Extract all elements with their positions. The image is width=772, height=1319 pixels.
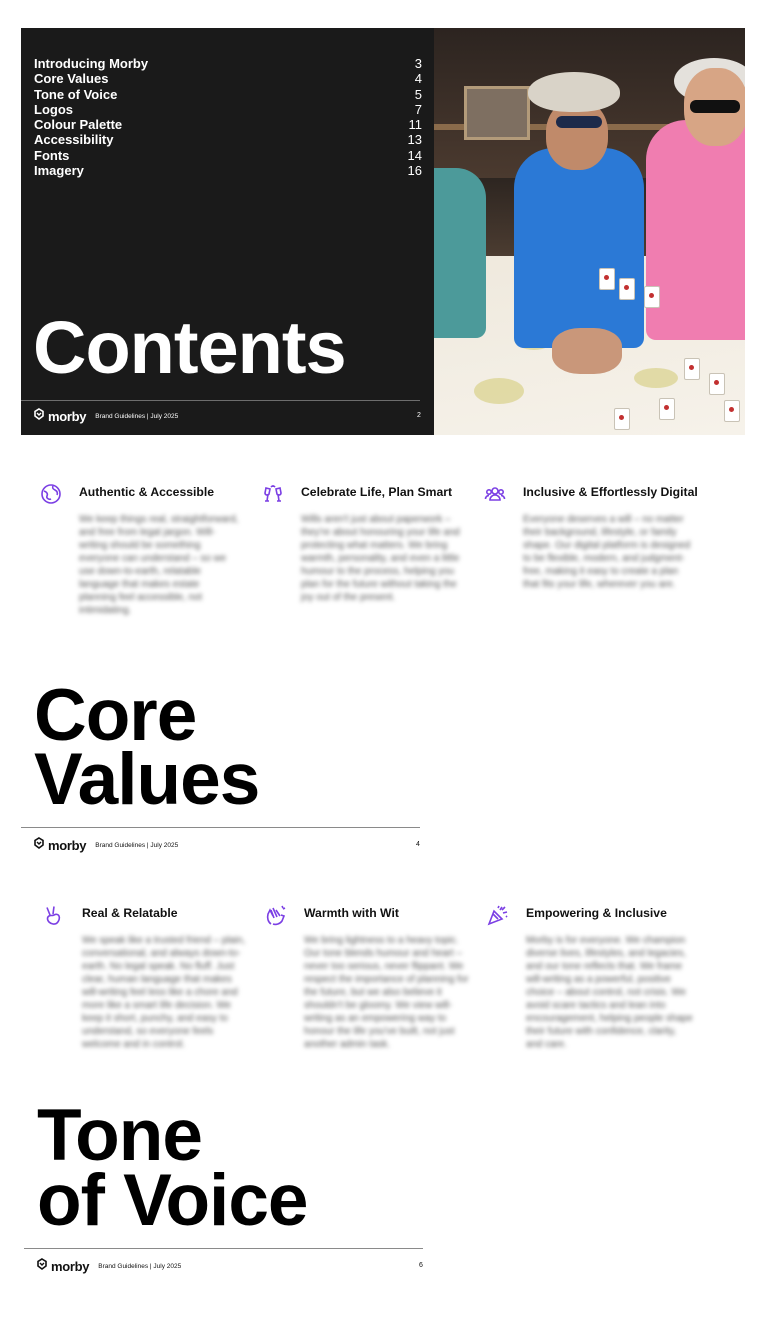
divider: [21, 827, 420, 828]
section-title-line1: Core: [34, 675, 197, 756]
value-body: We keep things real, straightforward, and free from legal jargon. Will-writing should be something everyone can understand – so we use down-to-earth, relatable language that makes estate planning feel accessible, not intimidating.: [79, 514, 239, 616]
contents-slide: [21, 28, 745, 435]
table-of-contents: [34, 56, 422, 178]
section-title-line2: of Voice: [37, 1160, 308, 1241]
slide-footer: [33, 408, 421, 424]
toc-item[interactable]: Imagery 16: [34, 163, 422, 179]
divider: [24, 1248, 423, 1249]
tone-heading: Real & Relatable: [82, 906, 178, 920]
page-number: 6: [419, 1262, 423, 1269]
value-body: Everyone deserves a will – no matter their background, lifestyle, or family shape. Our digital platform is designed to be flexible, modern, and judgment-free, making it easy to create a plan that fits your life, wherever you are.: [523, 514, 691, 590]
tone-heading: Warmth with Wit: [304, 906, 399, 920]
brand-name: morby: [51, 1258, 90, 1274]
party-popper-icon: [487, 904, 509, 926]
footer-meta: Brand Guidelines | July 2025: [95, 412, 179, 420]
toc-item[interactable]: Introducing Morby 3: [34, 56, 422, 71]
value-heading: Celebrate Life, Plan Smart: [301, 485, 453, 499]
page-number: 2: [417, 412, 421, 419]
value-body: Wills aren't just about paperwork – they're about honouring your life and protecting what matters. We bring warmth, personality, and even a little humour to the process, helping you plan for the future without taking the joy out of the present.: [301, 514, 460, 603]
tone-body: We bring lightness to a heavy topic. Our tone blends humour and heart – never too serious, never flippant. We respect the importance of planning for the future, but we also believe it shouldn't be gloomy. We view will-writing as an empowering way to honour the life you've built, not just another admin task.: [304, 935, 469, 1050]
toc-item[interactable]: Accessibility 13: [34, 132, 422, 148]
footer-meta: Brand Guidelines | July 2025: [98, 1262, 182, 1270]
morby-logo-icon: [36, 1257, 48, 1275]
brand-name: morby: [48, 837, 87, 853]
slide-footer: [33, 837, 420, 853]
toc-item[interactable]: Colour Palette 11: [34, 117, 422, 133]
peace-hand-icon: [43, 904, 65, 926]
toc-item[interactable]: Fonts 14: [34, 147, 422, 163]
toc-item[interactable]: Tone of Voice 5: [34, 86, 422, 102]
toc-item[interactable]: Core Values 4: [34, 71, 422, 87]
clapping-hands-icon: [265, 904, 287, 926]
tone-body: Morby is for everyone. We champion diverse lives, lifestyles, and legacies, and our tone reflects that. We frame will-writing as a powerful, positive choice – about control, not crisis. We avoid scare tactics and lean into encouragement, helping people shape their future with confidence, clarity, and care.: [526, 935, 693, 1050]
value-heading: Authentic & Accessible: [79, 485, 215, 499]
footer-meta: Brand Guidelines | July 2025: [95, 841, 179, 849]
tone-heading: Empowering & Inclusive: [526, 906, 667, 920]
value-heading: Inclusive & Effortlessly Digital: [523, 485, 698, 499]
brand-name: morby: [48, 408, 87, 424]
champagne-glasses-icon: [262, 483, 284, 505]
toc-item[interactable]: Logos 7: [34, 101, 422, 117]
people-group-icon: [484, 483, 506, 505]
cover-photo: [434, 28, 745, 435]
tone-body: We speak like a trusted friend – plain, conversational, and always down-to-earth. No legal speak. No fluff. Just clear, human language that makes will-writing feel less like a chore and more like a smart life decision. We keep it short, punchy, and easy to understand, so everyone feels welcome and in control.: [82, 935, 246, 1050]
slide-footer: [36, 1258, 423, 1274]
section-title-line2: Values: [34, 739, 260, 820]
page-number: 4: [416, 841, 420, 848]
contents-title: Contents: [33, 306, 346, 389]
morby-logo-icon: [33, 836, 45, 854]
divider: [21, 400, 420, 401]
section-title-line1: Tone: [37, 1095, 202, 1176]
morby-logo-icon: [33, 407, 45, 425]
globe-icon: [40, 483, 62, 505]
